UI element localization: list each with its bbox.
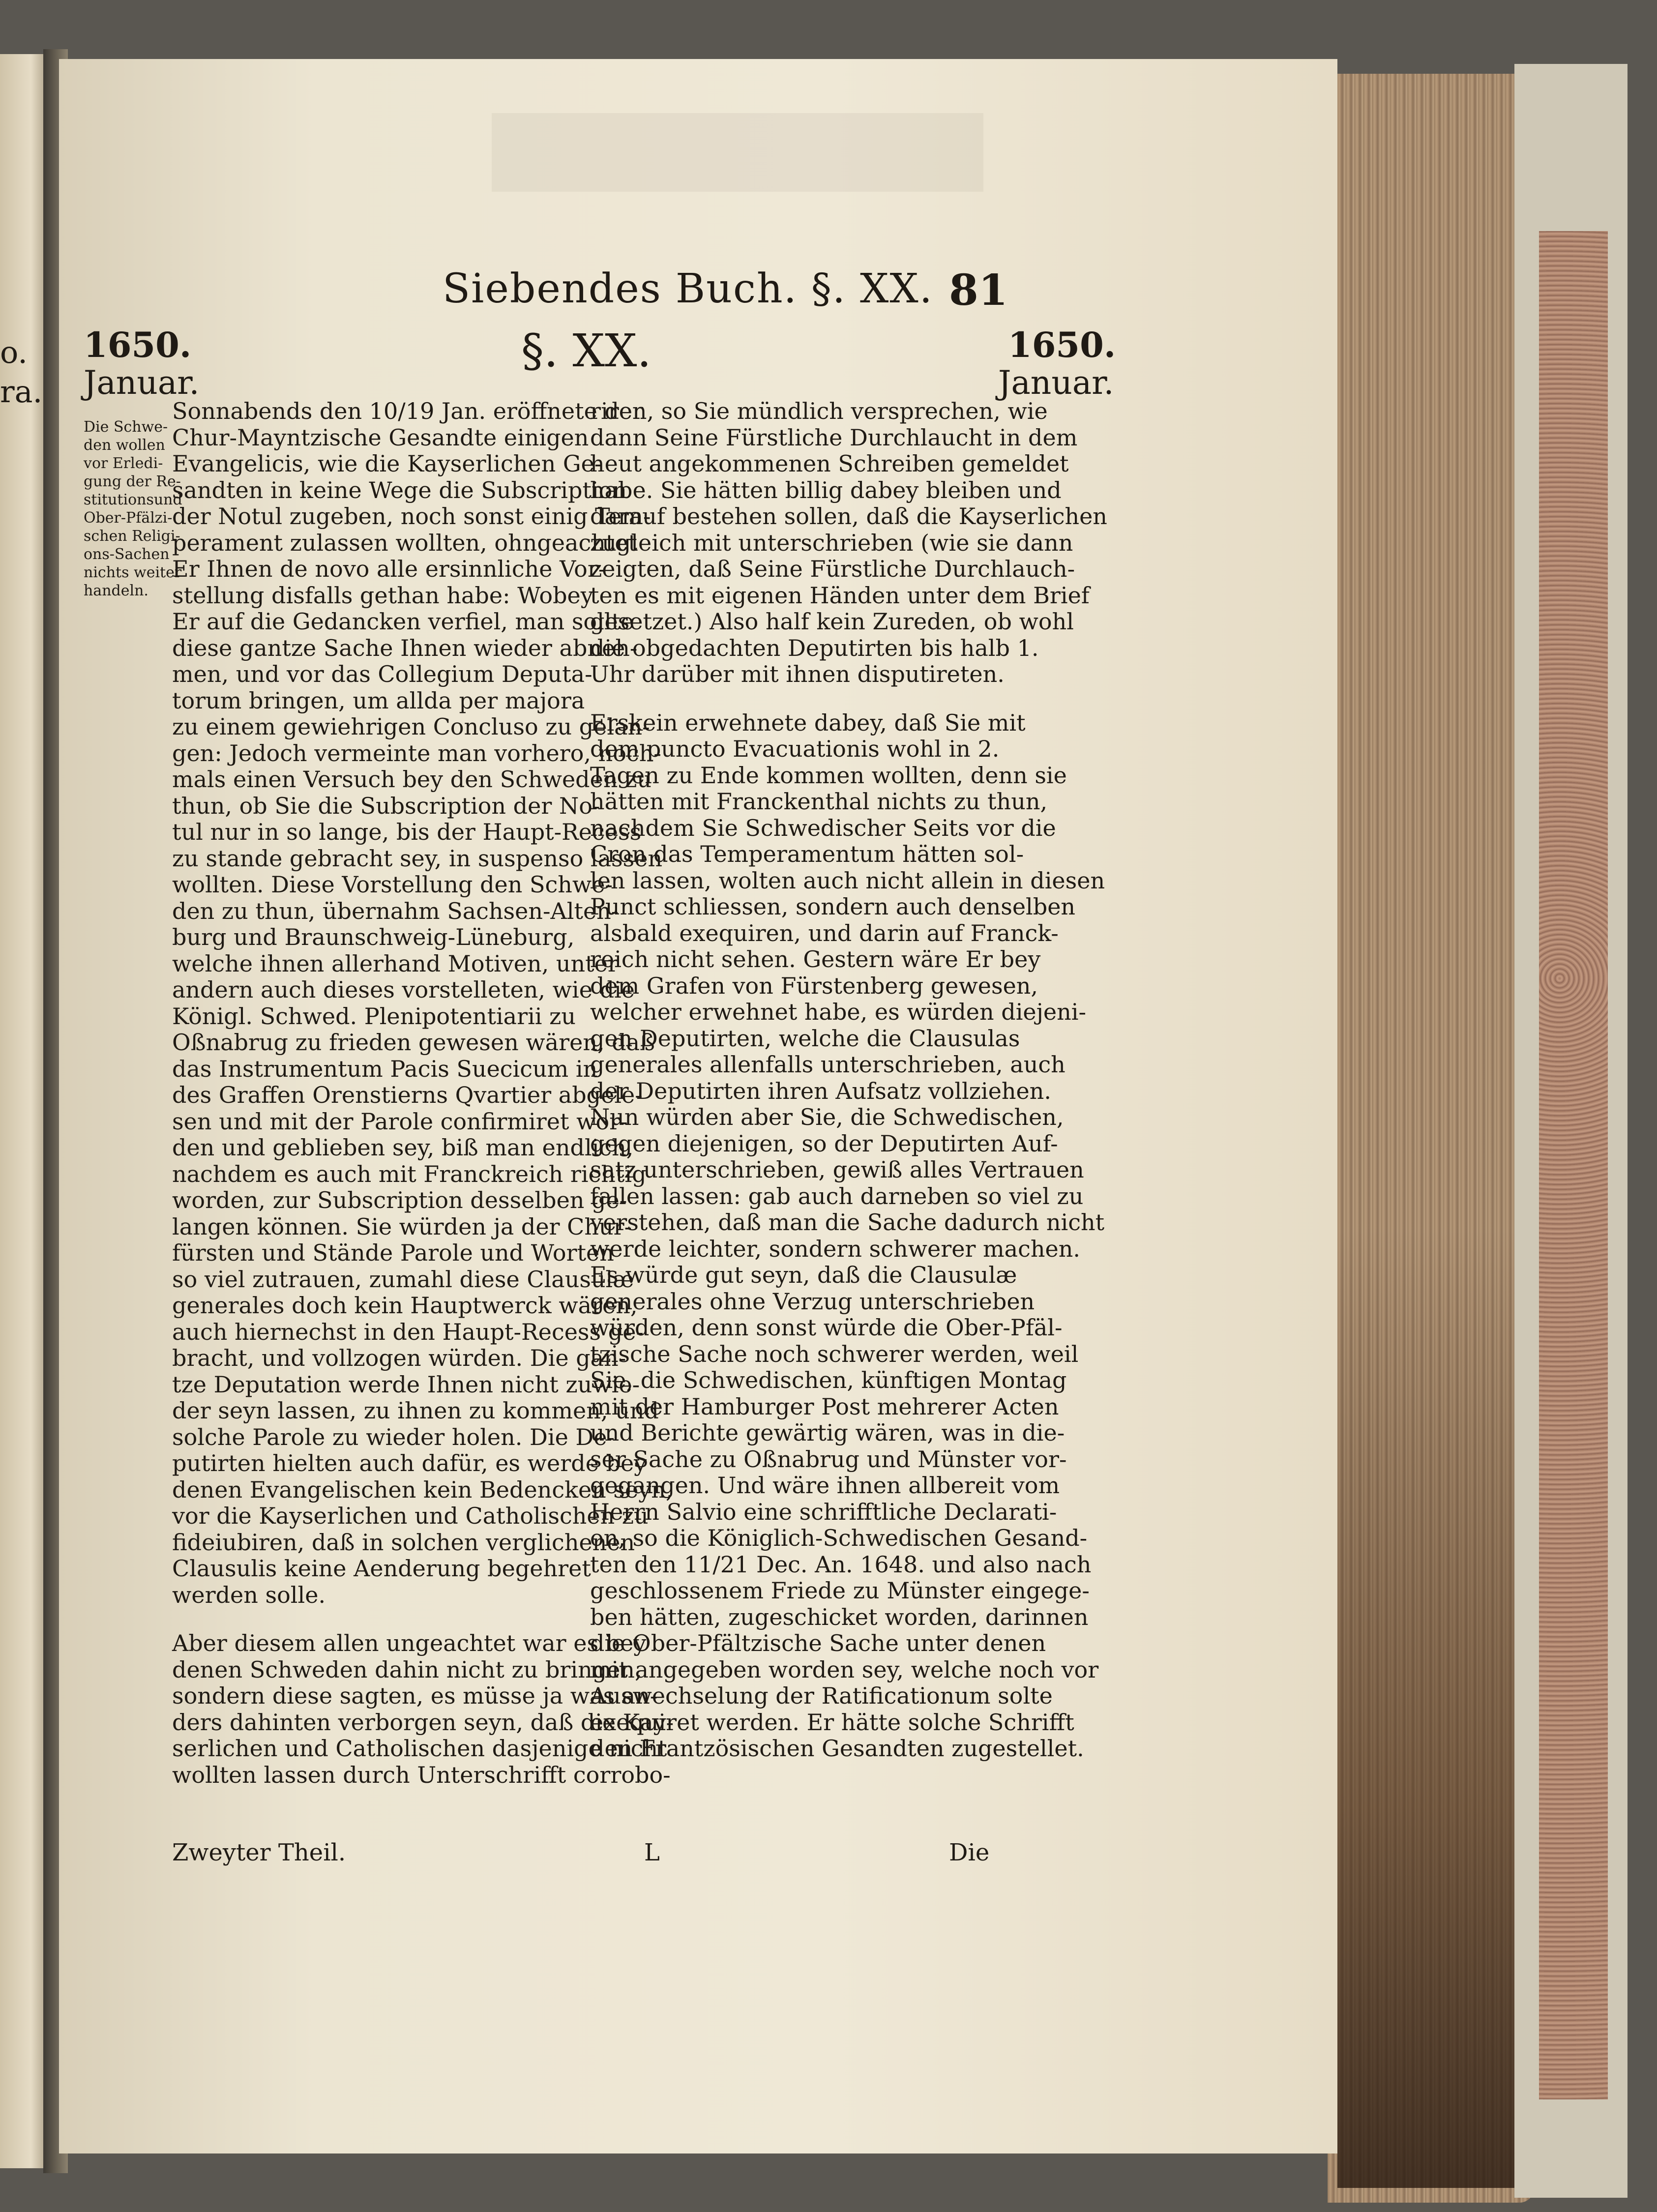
text-line: len lassen, wolten auch nicht allein in diesen: [590, 867, 1105, 894]
paragraph: [172, 1630, 674, 1788]
text-line: werde leichter, sondern schwerer machen.: [590, 1235, 1080, 1262]
text-line: sondern diese sagten, es müsse ja was an-: [172, 1682, 658, 1709]
text-line: die obgedachten Deputirten bis halb 1.: [590, 634, 1039, 661]
text-line: ten es mit eigenen Händen unter dem Brief: [590, 582, 1090, 609]
text-line: Punct schliessen, sondern auch denselben: [590, 893, 1076, 920]
text-line: Es würde gut seyn, daß die Clausulæ: [590, 1262, 1017, 1288]
text-line: gegen diejenigen, so der Deputirten Auf-: [590, 1130, 1058, 1157]
text-line: Evangelicis, wie die Kayserlichen Ge-: [172, 450, 602, 477]
text-line: putirten hielten auch dafür, es werde bey: [172, 1450, 647, 1476]
text-line: dem puncto Evacuationis wohl in 2.: [590, 736, 1000, 762]
text-line: des Graffen Orenstierns Qvartier abgele-: [172, 1082, 643, 1108]
text-line: Chur-Mayntzische Gesandte einigen: [172, 424, 589, 451]
text-line: wollten. Diese Vorstellung den Schwe-: [172, 871, 613, 898]
text-line: die Ober-Pfältzische Sache unter denen: [590, 1630, 1046, 1656]
text-line: generales doch kein Hauptwerck wären,: [172, 1292, 638, 1319]
text-line: Sonnabends den 10/19 Jan. eröffnete der: [172, 398, 644, 424]
text-line: on, so die Königlich-Schwedischen Gesand-: [590, 1525, 1088, 1551]
signature-mark: L: [644, 1839, 660, 1866]
text-line: und Berichte gewärtig wären, was in die-: [590, 1419, 1065, 1446]
text-line: satz unterschrieben, gewiß alles Vertrauen: [590, 1156, 1084, 1183]
text-line: tul nur in so lange, bis der Haupt-Recess: [172, 819, 642, 845]
text-line: perament zulassen wollten, ohngeachtet: [172, 529, 638, 556]
paragraph: [172, 398, 673, 1608]
text-line: serlichen und Catholischen dasjenige nicht: [172, 1735, 667, 1762]
text-line: so viel zutrauen, zumahl diese Clausulæ: [172, 1266, 634, 1293]
catchword: Die: [949, 1839, 990, 1866]
text-line: das Instrumentum Pacis Suecicum in: [172, 1055, 598, 1082]
text-line: dann Seine Fürstliche Durchlaucht in dem: [590, 424, 1078, 451]
sidenote-line: den wollen: [84, 437, 165, 454]
text-line: gen: Jedoch vermeinte man vorhero, noch-: [172, 739, 661, 767]
text-line: ser Sache zu Oßnabrug und Münster vor-: [590, 1445, 1067, 1473]
previous-page-fragment: o.: [0, 334, 28, 370]
text-line: solche Parole zu wieder holen. Die De-: [172, 1423, 615, 1450]
sidenote-line: Ober-Pfälzi-: [84, 509, 173, 527]
text-line: burg und Braunschweig-Lüneburg,: [172, 924, 575, 950]
text-line: ben hätten, zugeschicket worden, darinnen: [590, 1603, 1089, 1630]
sidenote-line: vor Erledi-: [84, 455, 163, 472]
sidenote-line: stitutionsund: [84, 491, 182, 508]
margin-month-left: Januar.: [84, 364, 200, 402]
text-line: Clausulis keine Aenderung begehret: [172, 1555, 591, 1582]
text-line: langen können. Sie würden ja der Chur-: [172, 1213, 632, 1240]
text-line: zu stande gebracht sey, in suspenso lassen: [172, 845, 663, 872]
text-line: welcher erwehnet habe, es würden diejeni-: [590, 999, 1086, 1025]
text-line: sen und mit der Parole confirmiret wor-: [172, 1108, 628, 1135]
volume-footer: Zweyter Theil.: [172, 1839, 346, 1866]
text-line: Er Ihnen de novo alle ersinnliche Vor-: [172, 556, 606, 582]
text-line: fideiubiren, daß in solchen verglichenen: [172, 1529, 635, 1556]
text-line: generales ohne Verzug unterschrieben: [590, 1288, 1035, 1315]
text-line: mals einen Versuch bey den Schweden zu: [172, 766, 651, 793]
text-line: den Frantzösischen Gesandten zugestellet.: [590, 1735, 1084, 1762]
text-line: worden, zur Subscription desselben ge-: [172, 1187, 627, 1213]
text-line: alsbald exequiren, und darin auf Franck-: [590, 919, 1059, 946]
page-edges-stain: [1337, 1229, 1524, 2188]
text-line: heut angekommenen Schreiben gemeldet: [590, 450, 1069, 477]
text-line: habe. Sie hätten billig dabey bleiben und: [590, 476, 1062, 503]
text-line: geschlossenem Friede zu Münster eingege-: [590, 1577, 1090, 1604]
margin-year-left: 1650.: [84, 324, 192, 365]
text-line: zeigten, daß Seine Fürstliche Durchlauch-: [590, 556, 1075, 582]
previous-page-fragment: ra.: [0, 374, 43, 410]
text-line: reich nicht sehen. Gestern wäre Er bey: [590, 946, 1041, 973]
text-line: tzische Sache noch schwerer werden, weil: [590, 1340, 1079, 1367]
text-line: Er auf die Gedancken verfiel, man sollte: [172, 608, 634, 635]
text-line: der Deputirten ihren Aufsatz vollziehen.: [590, 1077, 1052, 1104]
text-line: torum bringen, um allda per majora: [172, 687, 585, 714]
text-line: stellung disfalls gethan habe: Wobey: [172, 582, 593, 609]
text-line: der Notul zugeben, noch sonst einig Tem-: [172, 503, 651, 530]
show-through: [492, 113, 983, 192]
text-line: Sie, die Schwedischen, künftigen Montag: [590, 1367, 1067, 1393]
text-line: würden, denn sonst würde die Ober-Pfäl-: [590, 1314, 1063, 1341]
text-line: werden solle.: [172, 1581, 326, 1608]
text-line: diese gantze Sache Ihnen wieder abneh-: [172, 634, 638, 661]
text-line: darauf bestehen sollen, daß die Kayserlichen: [590, 503, 1107, 530]
text-line: mit angegeben worden sey, welche noch vor: [590, 1656, 1099, 1683]
text-line: fürsten und Stände Parole und Worten: [172, 1239, 614, 1266]
page-number: 81: [949, 265, 1008, 315]
text-line: der seyn lassen, zu ihnen zu kommen, und: [172, 1397, 659, 1424]
sidenote-line: Die Schwe-: [84, 418, 168, 436]
text-line: ders dahinten verborgen seyn, daß die Kay-: [172, 1709, 674, 1736]
text-line: bracht, und vollzogen würden. Die gan-: [172, 1345, 626, 1371]
text-line: denen Evangelischen kein Bedencken seyn,: [172, 1476, 673, 1503]
text-line: den zu thun, übernahm Sachsen-Alten-: [172, 897, 619, 924]
text-line: den und geblieben sey, biß man endlich,: [172, 1134, 634, 1161]
paragraph: [590, 398, 1107, 688]
text-line: men, und vor das Collegium Deputa-: [172, 661, 592, 687]
text-line: andern auch dieses vorstelleten, wie die: [172, 976, 635, 1003]
text-line: nachdem Sie Schwedischer Seits vor die: [590, 814, 1056, 841]
sidenote-line: gung der Re-: [84, 473, 181, 490]
text-line: nachdem es auch mit Franckreich richtig: [172, 1160, 647, 1187]
text-line: dem Grafen von Fürstenberg gewesen,: [590, 972, 1038, 999]
text-line: gen Deputirten, welche die Clausulas: [590, 1025, 1020, 1052]
text-line: Auswechselung der Ratificationum solte: [590, 1682, 1053, 1709]
margin-year-right: 1650.: [1008, 324, 1116, 365]
text-line: Nun würden aber Sie, die Schwedischen,: [590, 1104, 1064, 1130]
running-header: Siebendes Buch. §. XX.: [443, 265, 933, 312]
text-line: wollten lassen durch Unterschrifft corrobo-: [172, 1761, 671, 1788]
text-line: fallen lassen: gab auch darneben so viel zu: [590, 1182, 1084, 1209]
text-line: welche ihnen allerhand Motiven, unter: [172, 950, 619, 977]
text-line: Aber diesem allen ungeachtet war es bey: [172, 1630, 647, 1656]
paragraph: [590, 709, 1105, 1762]
text-column-right: [590, 398, 1107, 1762]
text-line: vor die Kayserlichen und Catholischen zu: [172, 1503, 649, 1529]
text-line: zu einem gewiehrigen Concluso zu gelan-: [172, 713, 650, 740]
sidenote-line: handeln.: [84, 582, 148, 599]
text-line: Herrn Salvio eine schrifftliche Declarati-: [590, 1498, 1057, 1525]
margin-month-right: Januar.: [998, 364, 1114, 402]
text-line: generales allenfalls unterschrieben, auch: [590, 1051, 1065, 1078]
text-line: Erskein erwehnete dabey, daß Sie mit: [590, 709, 1026, 736]
text-line: gesetzet.) Also half kein Zureden, ob wohl: [590, 608, 1074, 635]
sidenote-line: schen Religi-: [84, 528, 180, 545]
text-line: verstehen, daß man die Sache dadurch nicht: [590, 1209, 1105, 1236]
text-line: denen Schweden dahin nicht zu bringen,: [172, 1656, 642, 1683]
text-line: auch hiernechst in den Haupt-Recess ge-: [172, 1318, 644, 1345]
text-line: riren, so Sie mündlich versprechen, wie: [590, 398, 1048, 424]
text-line: Cron das Temperamentum hätten sol-: [590, 841, 1024, 867]
text-line: Uhr darüber mit ihnen disputireten.: [590, 661, 1005, 687]
sidenote-line: nichts weiter: [84, 564, 182, 581]
sidenote-line: ons-Sachen: [84, 546, 170, 563]
text-line: thun, ob Sie die Subscription der No-: [172, 792, 600, 819]
text-line: sandten in keine Wege die Subscription: [172, 476, 627, 503]
text-line: Königl. Schwed. Plenipotentiarii zu: [172, 1003, 576, 1030]
marbled-cover: [1539, 231, 1608, 2099]
text-line: zugleich mit unterschrieben (wie sie dann: [590, 529, 1073, 556]
text-line: tze Deputation werde Ihnen nicht zuwie-: [172, 1371, 640, 1398]
margin-sidenote: [84, 418, 182, 600]
text-line: mit der Hamburger Post mehrerer Acten: [590, 1393, 1059, 1420]
previous-page-edge: [0, 54, 44, 2168]
text-line: hätten mit Franckenthal nichts zu thun,: [590, 788, 1048, 815]
text-line: Oßnabrug zu frieden gewesen wären, daß: [172, 1029, 655, 1056]
text-line: ten den 11/21 Dec. An. 1648. und also nach: [590, 1551, 1092, 1578]
text-line: Tagen zu Ende kommen wollten, denn sie: [590, 762, 1067, 789]
section-title: §. XX.: [521, 324, 651, 377]
text-line: exequiret werden. Er hätte solche Schrifft: [590, 1709, 1074, 1736]
text-line: gegangen. Und wäre ihnen allbereit vom: [590, 1472, 1060, 1499]
text-column-left: [172, 398, 674, 1788]
